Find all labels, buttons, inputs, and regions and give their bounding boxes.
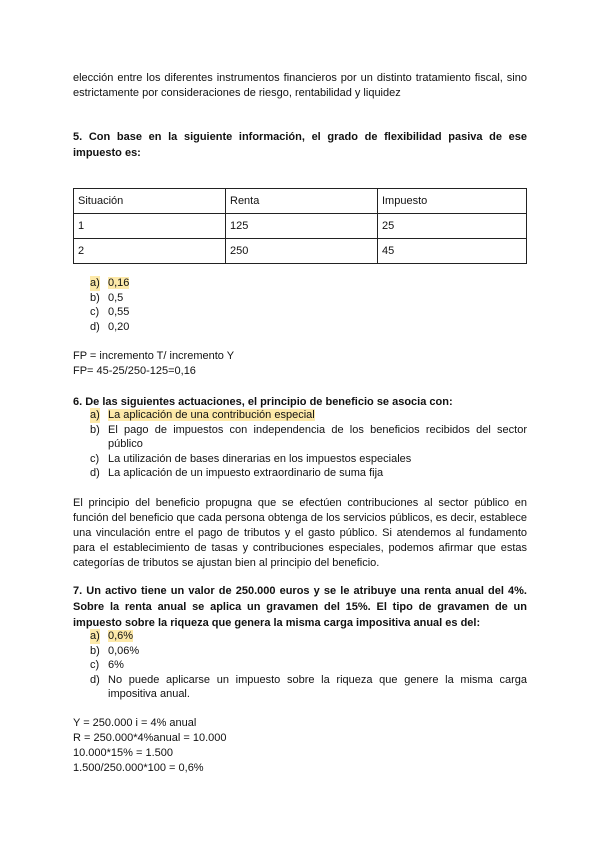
option-text: No puede aplicarse un impuesto sobre la riqueza que genere la misma carga impositiva anual. — [108, 673, 527, 700]
option-text: El pago de impuestos con independencia de los beneficios recibidos del sector público — [108, 423, 527, 450]
calc-line: R = 250.000*4%anual = 10.000 — [73, 732, 227, 744]
option-item — [73, 320, 527, 335]
table-cell: 25 — [378, 214, 527, 239]
option-item — [73, 408, 527, 423]
option-text: La aplicación de un impuesto extraordinario de suma fija — [108, 467, 384, 479]
table-row — [74, 214, 527, 239]
table-header-cell: Renta — [226, 189, 378, 214]
option-label: d) — [90, 467, 100, 479]
option-item — [73, 423, 527, 452]
question-7-calculation — [73, 716, 227, 776]
option-item — [73, 452, 527, 467]
option-text: 6% — [108, 659, 124, 671]
option-label: a) — [90, 277, 100, 289]
calc-line: FP= 45-25/250-125=0,16 — [73, 365, 196, 377]
option-text: 0,6% — [108, 630, 134, 642]
table-cell: 45 — [378, 239, 527, 264]
table-cell: 125 — [226, 214, 378, 239]
question-6-options — [73, 408, 527, 481]
option-label: c) — [90, 452, 100, 465]
option-text: 0,16 — [108, 277, 130, 289]
table-header-cell: Situación — [74, 189, 226, 214]
table-cell: 250 — [226, 239, 378, 264]
calc-line: Y = 250.000 i = 4% anual — [73, 717, 197, 729]
calc-line: 1.500/250.000*100 = 0,6% — [73, 762, 204, 774]
table-row — [74, 239, 527, 264]
question-6-explanation: El principio del beneficio propugna que se efectúen contribuciones al sector público en función del beneficio que cada persona obtenga de los servicios públicos, es decir, establece una vinculación entre el pago de tributos y el gasto público. Si atendemos al fundamento para el establecimiento de tasas y contribuciones especiales, podemos afirmar que estas categorías de tributos se ajustan bien al principio del beneficio. — [73, 497, 527, 569]
option-label: c) — [90, 659, 100, 671]
option-item — [73, 629, 527, 644]
option-item — [73, 466, 527, 481]
table-header-row — [74, 189, 527, 214]
option-label: d) — [90, 320, 100, 333]
option-label: c) — [90, 306, 100, 318]
table-cell: 1 — [74, 214, 226, 239]
option-item — [73, 644, 527, 659]
question-6: 6. De las siguientes actuaciones, el principio de beneficio se asocia con: — [73, 396, 453, 408]
option-label: d) — [90, 673, 100, 686]
option-text: 0,5 — [108, 291, 124, 304]
question-7: 7. Un activo tiene un valor de 250.000 euros y se le atribuye una renta anual del 4%. Sobre la renta anual se aplica un gravamen del 15%. El tipo de gravamen de un impuesto sobre la riqueza que genera la misma carga impositiva anual es del: — [73, 585, 527, 629]
option-label: b) — [90, 423, 100, 436]
option-label: a) — [90, 409, 100, 421]
option-item — [73, 673, 527, 702]
table-header-cell: Impuesto — [378, 189, 527, 214]
option-label: b) — [90, 291, 100, 304]
data-table — [73, 188, 527, 264]
intro-paragraph: elección entre los diferentes instrumentos financieros por un distinto tratamiento fiscal, sino estrictamente por consideraciones de riesgo, rentabilidad y liquidez — [73, 72, 527, 99]
option-item — [73, 658, 527, 673]
question-5-calculation — [73, 349, 234, 379]
calc-line: FP = incremento T/ incremento Y — [73, 350, 235, 362]
option-text: 0,20 — [108, 320, 130, 333]
table-cell: 2 — [74, 239, 226, 264]
option-item — [73, 276, 527, 291]
option-label: b) — [90, 644, 100, 657]
calc-line: 10.000*15% = 1.500 — [73, 747, 174, 759]
question-7-options — [73, 629, 527, 702]
option-item — [73, 305, 527, 320]
question-5-options — [73, 276, 527, 334]
question-5: 5. Con base en la siguiente información, el grado de flexibilidad pasiva de ese impuesto es: — [73, 131, 527, 159]
option-item — [73, 291, 527, 306]
option-text: La aplicación de una contribución especial — [108, 409, 315, 421]
option-label: a) — [90, 630, 100, 642]
option-text: 0,06% — [108, 644, 140, 657]
option-text: La utilización de bases dinerarias en los impuestos especiales — [108, 452, 412, 465]
option-text: 0,55 — [108, 306, 130, 318]
